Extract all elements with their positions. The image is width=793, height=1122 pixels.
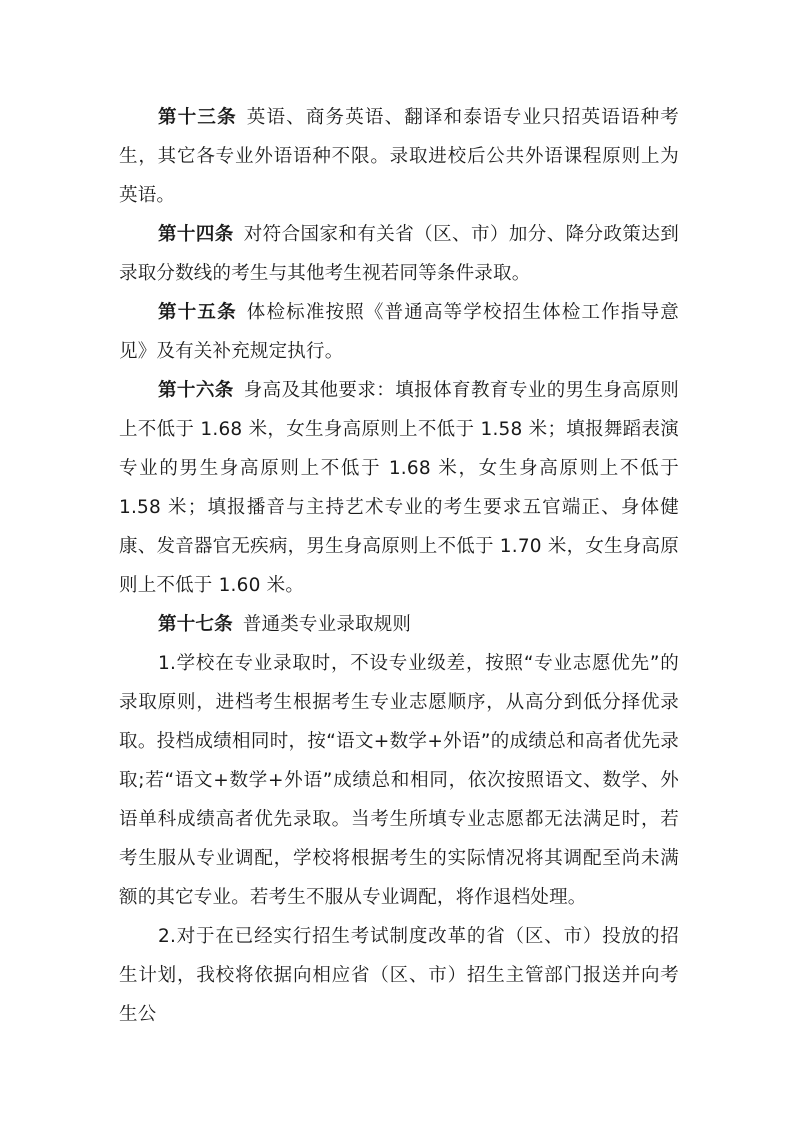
- article-text: 英语、商务英语、翻译和泰语专业只招英语语种考生，其它各专业外语语种不限。录取进校后公共外语课程原则上为英语。: [119, 107, 679, 206]
- article-heading: 第十三条: [158, 107, 237, 128]
- rule-text: 1.学校在专业录取时，不设专业级差，按照“专业志愿优先”的录取原则，进档考生根据考生专业志愿顺序，从高分到低分择优录取。投档成绩相同时，按“语文+数学+外语”的成绩总和高者优先录取;若“语文+数学+外语”成绩总和相同，依次按照语文、数学、外语单科成绩高者优先录取。当考生所填专业志愿都无法满足时，若考生服从专业调配，学校将根据考生的实际情况将其调配至尚未满额的其它专业。若考生不服从专业调配，将作退档处理。: [119, 653, 679, 908]
- article-text: 普通类专业录取规则: [242, 614, 412, 635]
- article-text: 对符合国家和有关省（区、市）加分、降分政策达到录取分数线的考生与其他考生视若同等条件录取。: [119, 224, 679, 284]
- article-text: 身高及其他要求：填报体育教育专业的男生身高原则上不低于 1.68 米，女生身高原则上不低于 1.58 米；填报舞蹈表演专业的男生身高原则上不低于 1.68 米，女生身高原则上不低于 1.58 米；填报播音与主持艺术专业的考生要求五官端正、身体健康、发音器官无疾病，男生身高原则上不低于 1.70 米，女生身高原则上不低于 1.60 米。: [119, 380, 679, 596]
- article-13: [119, 98, 679, 215]
- article-16: [119, 371, 679, 605]
- article-heading: 第十四条: [158, 224, 234, 245]
- article-17-rule-1: [119, 644, 679, 917]
- article-heading: 第十七条: [158, 614, 233, 635]
- document-body: [119, 98, 679, 1034]
- article-14: [119, 215, 679, 293]
- article-heading: 第十五条: [158, 302, 237, 323]
- article-15: [119, 293, 679, 371]
- article-17: [119, 605, 679, 644]
- article-17-rule-2: [119, 917, 679, 1034]
- article-text: 体检标准按照《普通高等学校招生体检工作指导意见》及有关补充规定执行。: [119, 302, 679, 362]
- rule-text: 2.对于在已经实行招生考试制度改革的省（区、市）投放的招生计划，我校将依据向相应省（区、市）招生主管部门报送并向考生公: [119, 926, 679, 1025]
- article-heading: 第十六条: [158, 380, 234, 401]
